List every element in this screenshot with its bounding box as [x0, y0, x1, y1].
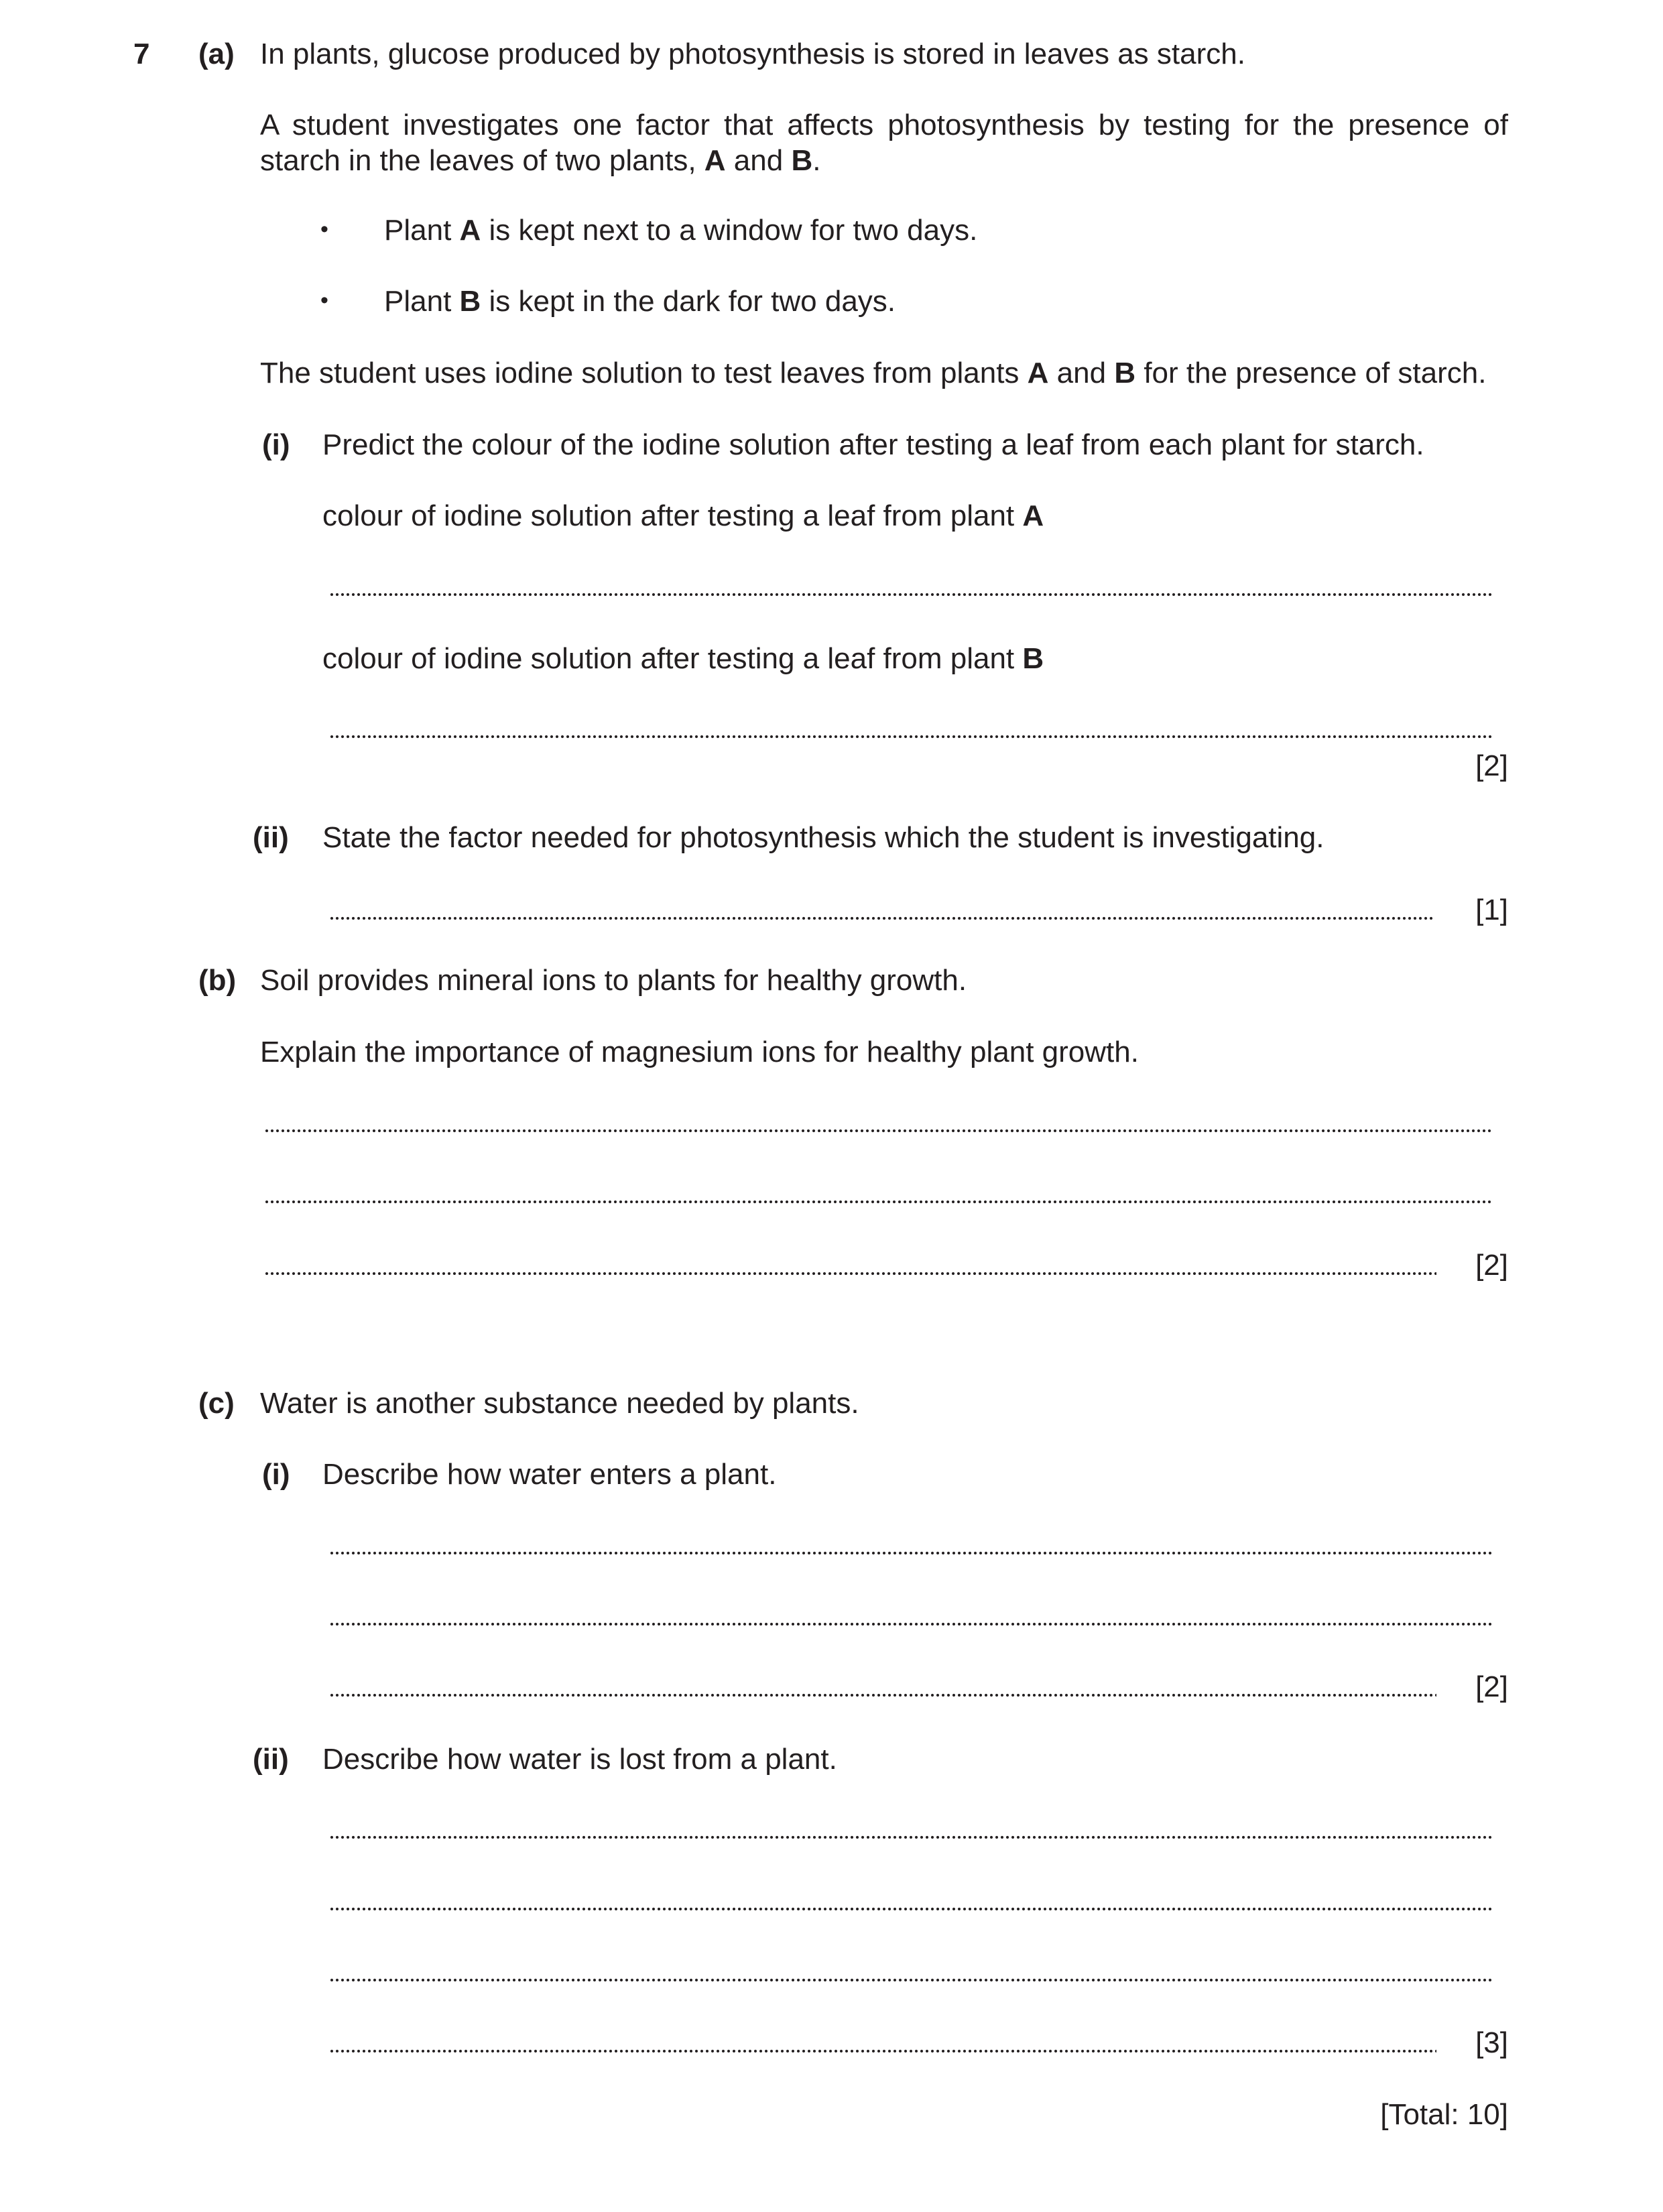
bullet-marker: • — [320, 217, 328, 242]
subpart-a-i-label: (i) — [262, 428, 290, 461]
mark-allocation: [1] — [1475, 894, 1508, 926]
answer-line-magnesium-2[interactable] — [264, 1200, 1493, 1204]
subpart-c-ii-label: (ii) — [253, 1743, 289, 1776]
bullet-plant-a: Plant A is kept next to a window for two days. — [384, 214, 978, 247]
subpart-c-i-prompt: Describe how water enters a plant. — [322, 1458, 777, 1491]
answer-line-water-lost-3[interactable] — [329, 1978, 1493, 1982]
answer-line-magnesium-1[interactable] — [264, 1129, 1493, 1133]
answer-line-water-enters-2[interactable] — [329, 1622, 1493, 1626]
part-a-paragraph-line1: A student investigates one factor that affects photosynthesis by testing for the presence of — [260, 109, 1508, 141]
answer-prompt-plant-b: colour of iodine solution after testing a leaf from plant B — [322, 642, 1044, 675]
question-number: 7 — [133, 38, 150, 70]
bullet-marker: • — [320, 288, 328, 313]
part-a-label: (a) — [198, 38, 235, 70]
part-b-label: (b) — [198, 964, 237, 997]
part-b-prompt: Explain the importance of magnesium ions for healthy plant growth. — [260, 1036, 1139, 1068]
subpart-a-i-prompt: Predict the colour of the iodine solution after testing a leaf from each plant for starch. — [322, 428, 1424, 461]
part-a-paragraph-line2: starch in the leaves of two plants, A and B. — [260, 144, 821, 177]
part-c-label: (c) — [198, 1387, 235, 1420]
part-c-intro: Water is another substance needed by plants. — [260, 1387, 859, 1420]
total-marks: [Total: 10] — [1380, 2098, 1508, 2131]
subpart-c-i-label: (i) — [262, 1458, 290, 1491]
mark-allocation: [3] — [1475, 2026, 1508, 2059]
answer-line-water-enters-1[interactable] — [329, 1551, 1493, 1555]
answer-line-water-lost-4[interactable] — [329, 2049, 1436, 2053]
answer-prompt-plant-a: colour of iodine solution after testing a leaf from plant A — [322, 499, 1044, 532]
iodine-test-statement: The student uses iodine solution to test leaves from plants A and B for the presence of starch. — [260, 357, 1487, 389]
part-a-intro: In plants, glucose produced by photosynthesis is stored in leaves as starch. — [260, 38, 1245, 70]
answer-line-water-lost-2[interactable] — [329, 1907, 1493, 1911]
answer-line-water-enters-3[interactable] — [329, 1693, 1436, 1697]
subpart-a-ii-prompt: State the factor needed for photosynthesis which the student is investigating. — [322, 821, 1325, 854]
bullet-plant-b: Plant B is kept in the dark for two days. — [384, 285, 896, 318]
answer-line-magnesium-3[interactable] — [264, 1272, 1436, 1276]
mark-allocation: [2] — [1475, 1249, 1508, 1282]
answer-line-factor[interactable] — [329, 916, 1435, 920]
part-b-intro: Soil provides mineral ions to plants for healthy growth. — [260, 964, 967, 997]
subpart-c-ii-prompt: Describe how water is lost from a plant. — [322, 1743, 837, 1776]
answer-line-water-lost-1[interactable] — [329, 1835, 1493, 1839]
mark-allocation: [2] — [1475, 749, 1508, 782]
answer-line-plant-a[interactable] — [329, 593, 1493, 597]
answer-line-plant-b[interactable] — [329, 735, 1493, 739]
subpart-a-ii-label: (ii) — [253, 821, 289, 854]
mark-allocation: [2] — [1475, 1670, 1508, 1703]
